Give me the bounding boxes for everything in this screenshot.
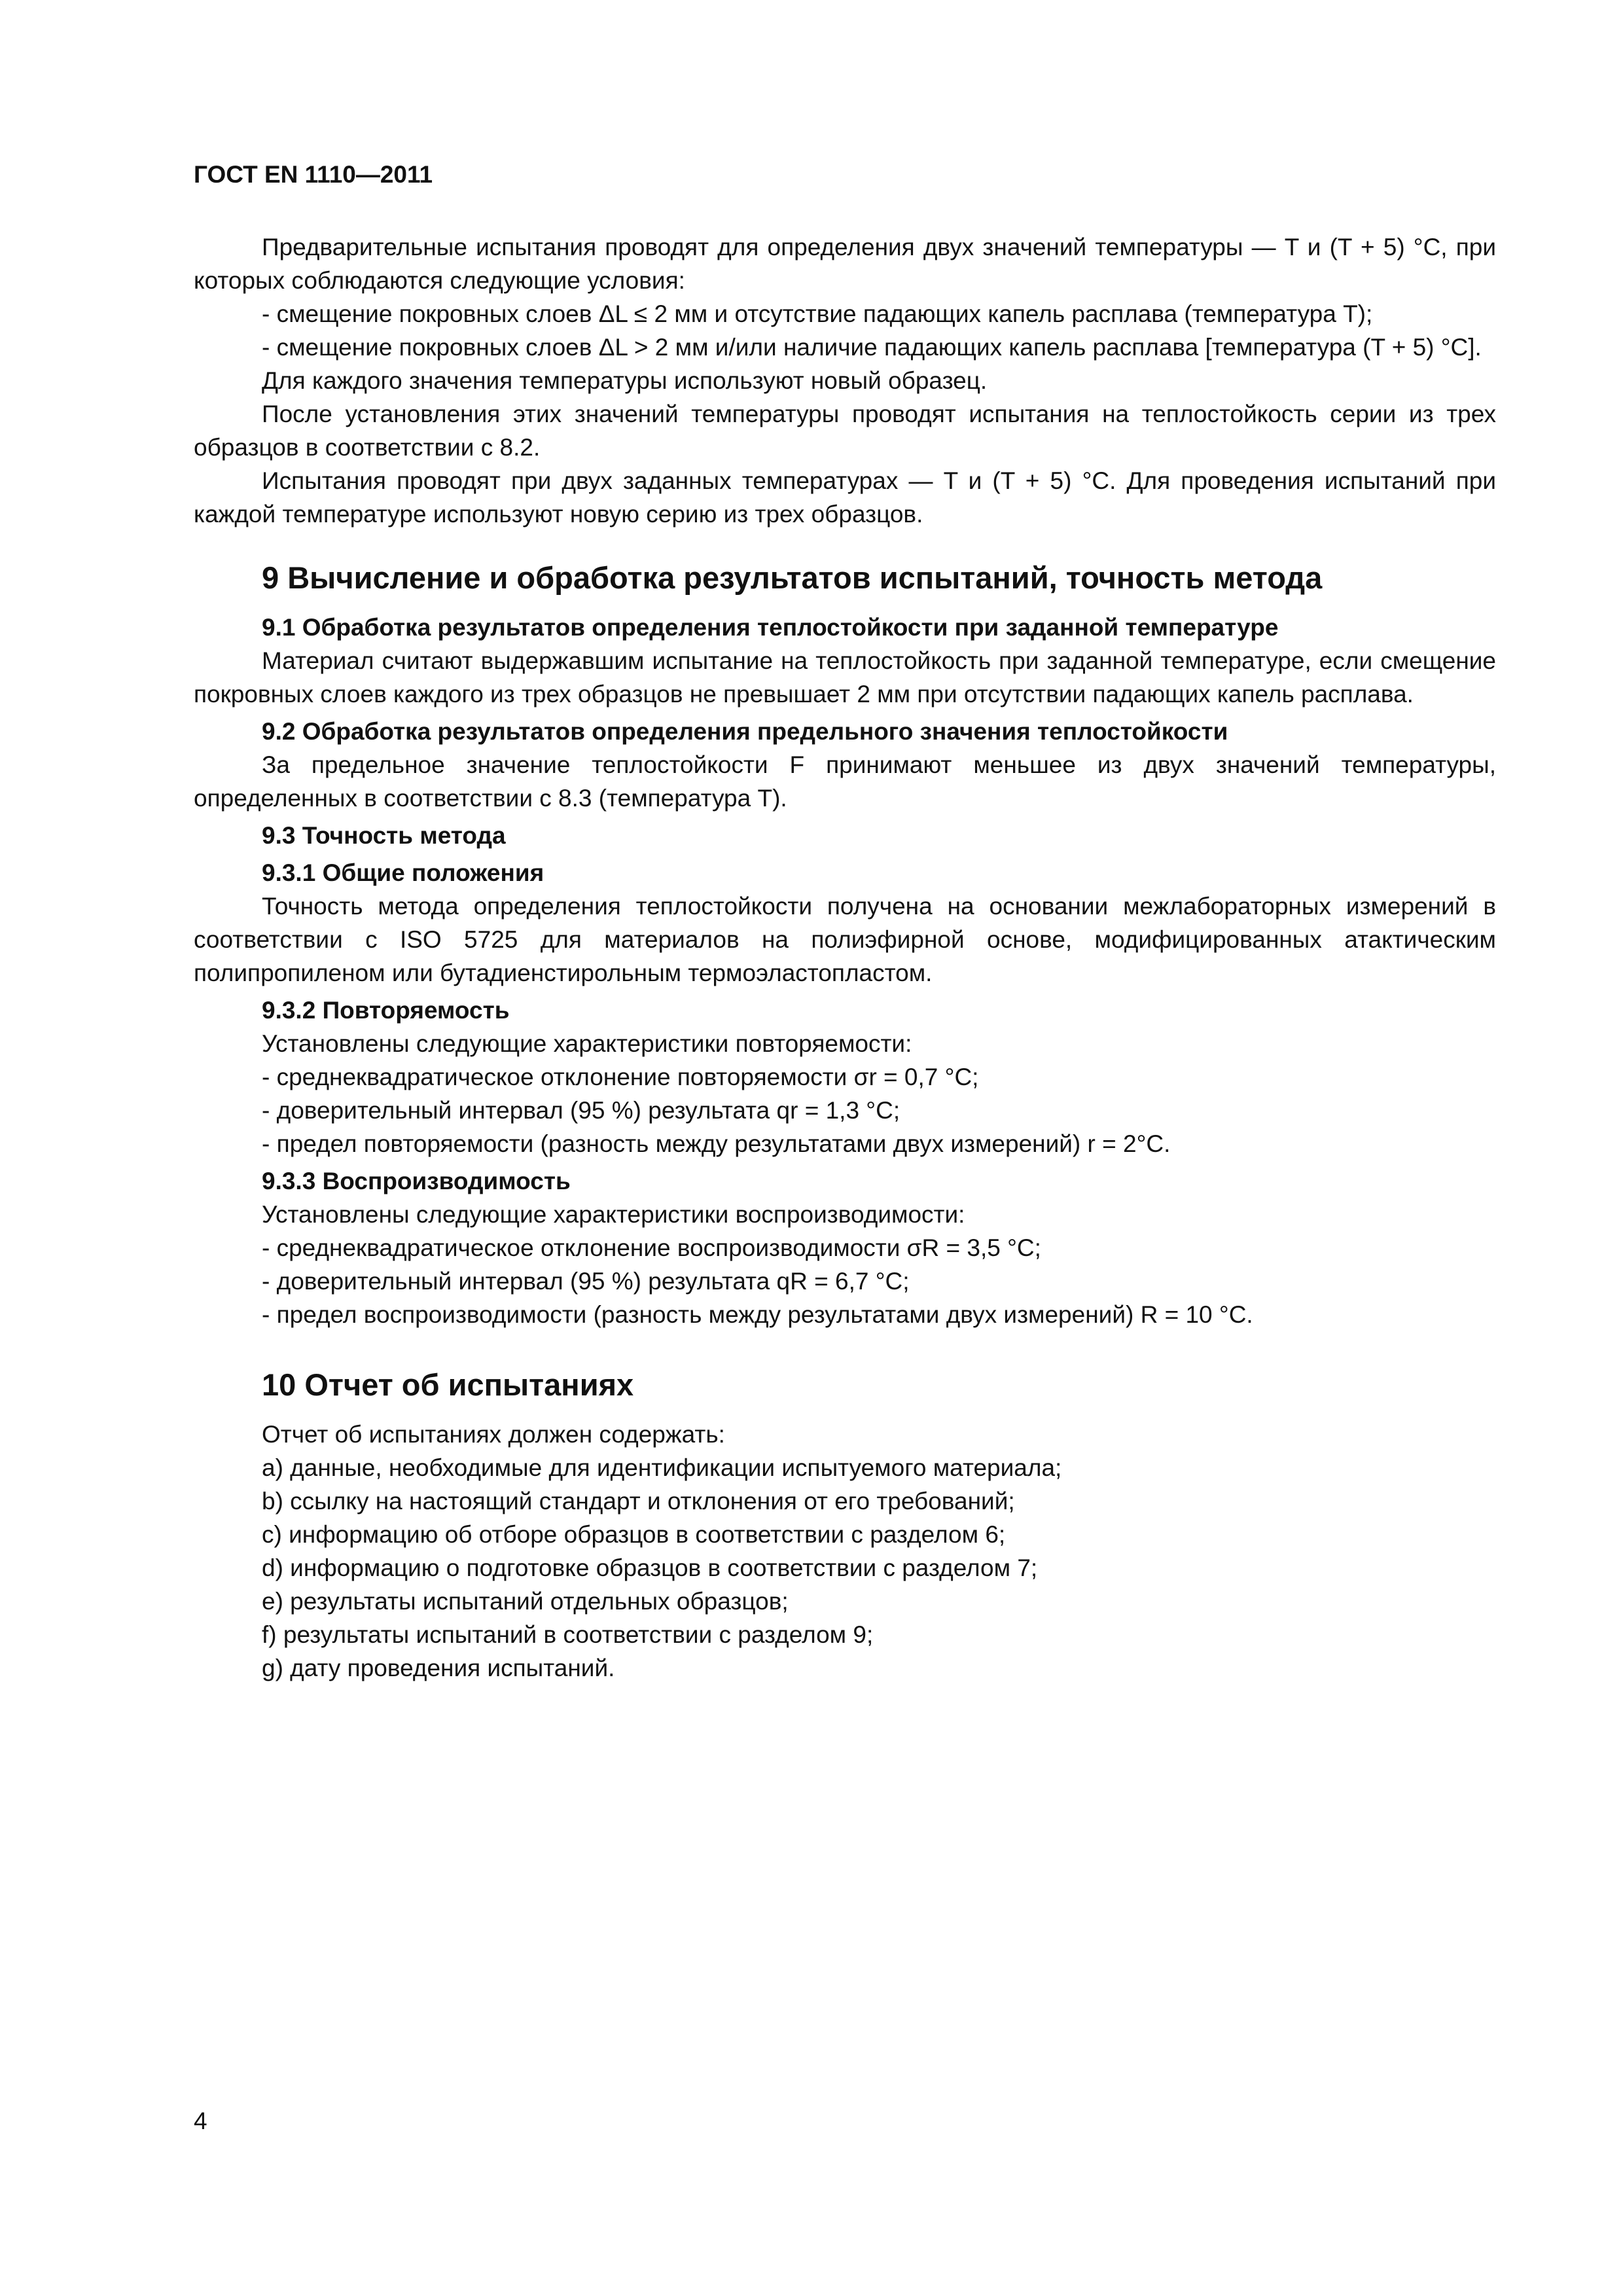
section-9-heading: 9 Вычисление и обработка результатов испытаний, точность метода <box>262 560 1323 595</box>
section-9-2-text: За предельное значение теплостойкости F принимают меньшее из двух значений температуры, определенных в соответствии с 8.3 (температура T). <box>194 751 1496 812</box>
report-item-g: g) дату проведения испытаний. <box>262 1655 615 1681</box>
reproducibility-item-1: - среднеквадратическое отклонение воспроизводимости σR = 3,5 °С; <box>262 1234 1041 1261</box>
repeatability-item-3: - предел повторяемости (разность между результатами двух измерений) r = 2°С. <box>262 1130 1171 1157</box>
section-10-heading: 10 Отчет об испытаниях <box>262 1367 634 1402</box>
section-9-3-heading: 9.3 Точность метода <box>262 822 506 849</box>
report-item-a: а) данные, необходимые для идентификации испытуемого материала; <box>262 1454 1062 1481</box>
section-9-3-3-intro: Установлены следующие характеристики воспроизводимости: <box>262 1201 965 1228</box>
report-item-f: f) результаты испытаний в соответствии с разделом 9; <box>262 1621 874 1648</box>
section-9-1-heading: 9.1 Обработка результатов определения теплостойкости при заданной температуре <box>262 614 1279 641</box>
intro-paragraph-2: Для каждого значения температуры используют новый образец. <box>262 367 988 394</box>
reproducibility-item-2: - доверительный интервал (95 %) результата qR = 6,7 °С; <box>262 1268 910 1295</box>
intro-bullet-1: - смещение покровных слоев ΔL ≤ 2 мм и отсутствие падающих капель расплава (температура T); <box>262 300 1373 327</box>
section-9-3-1-text: Точность метода определения теплостойкости получена на основании межлабораторных измерений в соответствии с ISO 5725 для материалов на полиэфирной основе, модифицированных атактическим полипропиленом или бутадиенстирольным термоэластопластом. <box>194 893 1496 986</box>
section-10-intro: Отчет об испытаниях должен содержать: <box>262 1421 725 1448</box>
repeatability-item-1: - среднеквадратическое отклонение повторяемости σr = 0,7 °С; <box>262 1064 979 1090</box>
repeatability-item-2: - доверительный интервал (95 %) результата qr = 1,3 °С; <box>262 1097 901 1124</box>
section-9-2-heading: 9.2 Обработка результатов определения предельного значения теплостойкости <box>262 718 1228 745</box>
page-body <box>194 230 1496 1685</box>
report-item-d: d) информацию о подготовке образцов в соответствии с разделом 7; <box>262 1554 1038 1581</box>
report-item-c: с) информацию об отборе образцов в соответствии с разделом 6; <box>262 1521 1006 1548</box>
section-9-3-2-intro: Установлены следующие характеристики повторяемости: <box>262 1030 912 1057</box>
page-header: ГОСТ EN 1110—2011 <box>194 161 433 188</box>
intro-paragraph-3: После установления этих значений температуры проводят испытания на теплостойкость серии из трех образцов в соответствии с 8.2. <box>194 401 1496 461</box>
page-number: 4 <box>194 2108 207 2134</box>
intro-bullet-2: - смещение покровных слоев ΔL > 2 мм и/или наличие падающих капель расплава [температура (T + 5) °С]. <box>262 334 1482 361</box>
section-9-3-2-heading: 9.3.2 Повторяемость <box>262 997 510 1024</box>
section-9-3-3-heading: 9.3.3 Воспроизводимость <box>262 1168 571 1194</box>
reproducibility-item-3: - предел воспроизводимости (разность между результатами двух измерений) R = 10 °С. <box>262 1301 1253 1328</box>
report-item-b: b) ссылку на настоящий стандарт и отклонения от его требований; <box>262 1488 1015 1515</box>
section-9-1-text: Материал считают выдержавшим испытание на теплостойкость при заданной температуре, если смещение покровных слоев каждого из трех образцов не превышает 2 мм при отсутствии падающих капель расплава. <box>194 647 1496 708</box>
intro-paragraph-1: Предварительные испытания проводят для определения двух значений температуры — T и (T + 5) °С, при которых соблюдаются следующие условия: <box>194 234 1496 294</box>
intro-paragraph-4: Испытания проводят при двух заданных температурах — T и (T + 5) °С. Для проведения испытаний при каждой температуре используют новую серию из трех образцов. <box>194 467 1496 528</box>
report-item-e: е) результаты испытаний отдельных образцов; <box>262 1588 789 1615</box>
section-9-3-1-heading: 9.3.1 Общие положения <box>262 859 544 886</box>
